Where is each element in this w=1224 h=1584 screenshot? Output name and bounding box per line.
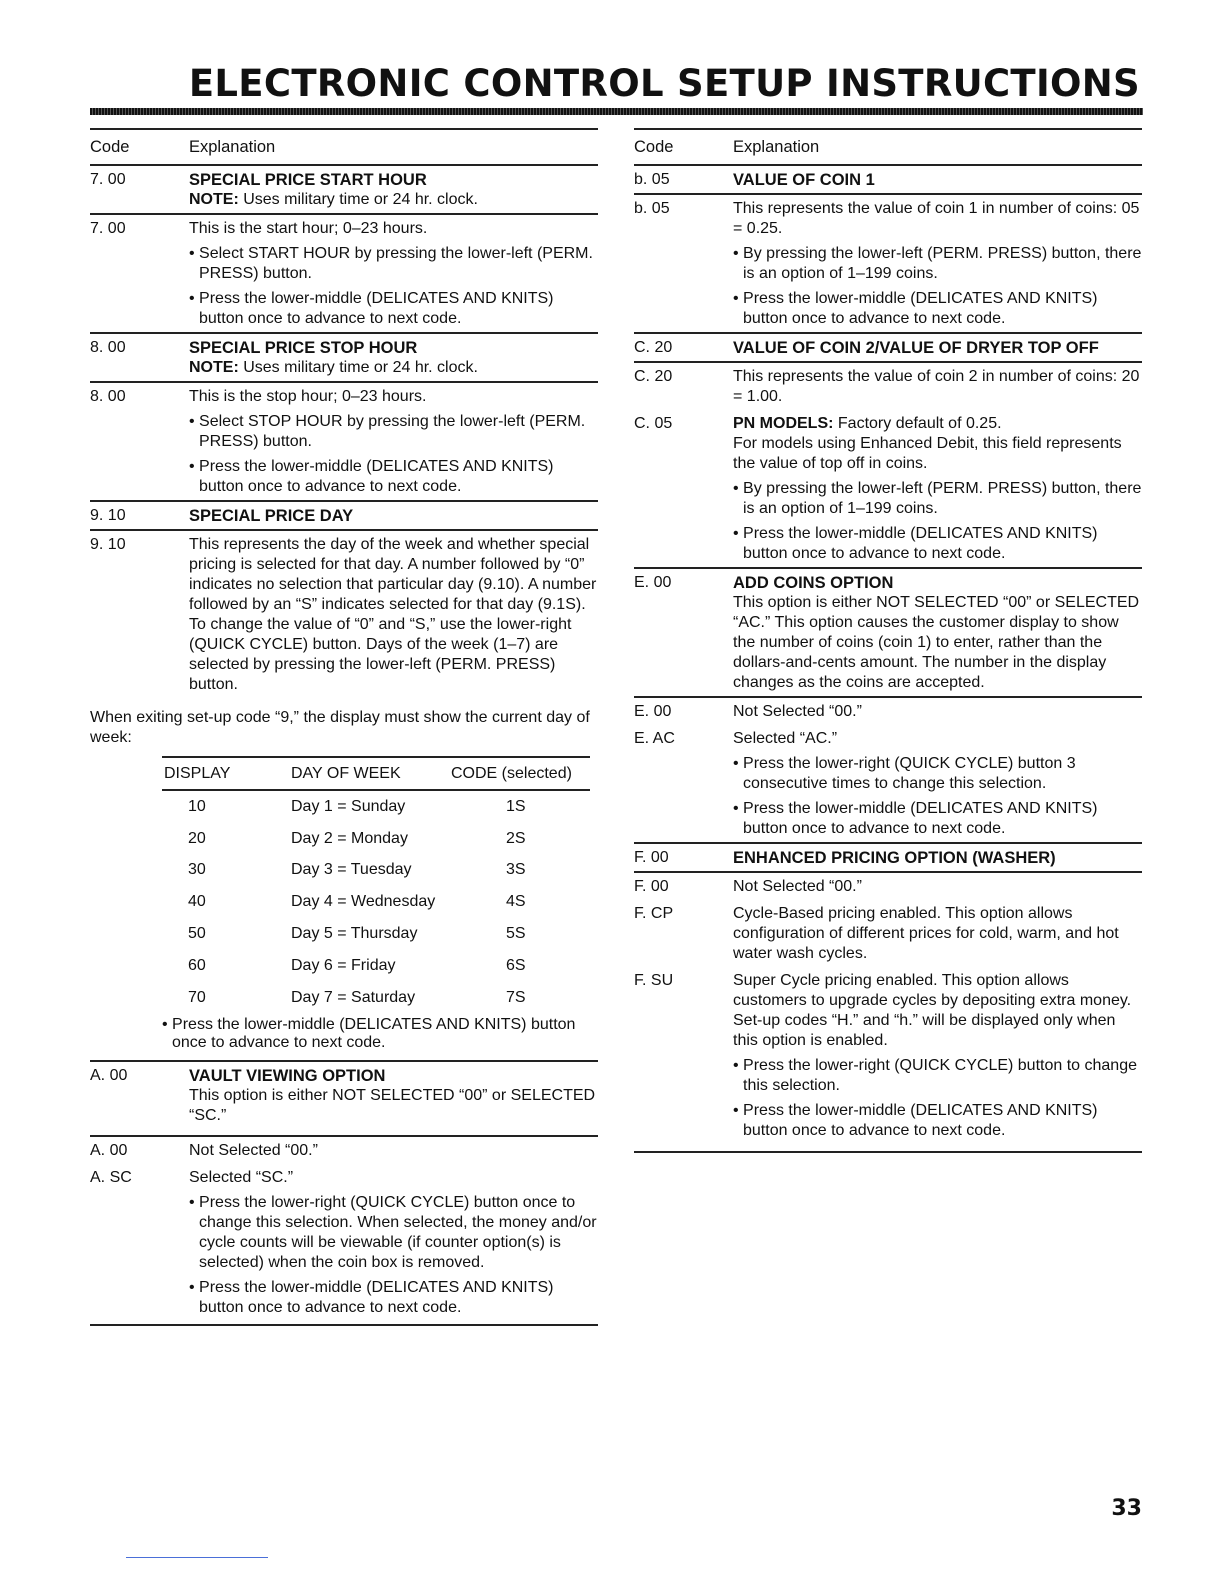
day-cell: Day 4 = Wednesday: [291, 893, 436, 911]
bullet-item: • Press the lower-middle (DELICATES AND KNITS) button once to advance to next code.: [189, 1278, 598, 1318]
table-row: [162, 791, 590, 823]
table-row: [634, 361, 1142, 410]
bullet-item: • Select STOP HOUR by pressing the lower-left (PERM. PRESS) button.: [189, 412, 598, 452]
bullet-item: • By pressing the lower-left (PERM. PRESS) button, there is an option of 1–199 coins.: [733, 244, 1142, 284]
option-text: Super Cycle pricing enabled. This option allows customers to upgrade cycles by depositing extra money. Set-up codes “H.” and “h.” will be displayed only when this option is enabled.: [733, 972, 1132, 1049]
note-label: NOTE:: [189, 191, 239, 208]
section-end-rule: [634, 1151, 1142, 1153]
table-row: [162, 823, 590, 855]
bullet-item: • By pressing the lower-left (PERM. PRESS) button, there is an option of 1–199 coins.: [733, 479, 1142, 519]
table-row: [634, 696, 1142, 725]
table-row: [634, 166, 1142, 193]
page-number: 33: [1111, 1496, 1142, 1521]
table-row: [634, 842, 1142, 871]
display-cell: 50: [188, 925, 206, 943]
note-text: Uses military time or 24 hr. clock.: [238, 359, 478, 376]
display-cell: 20: [188, 829, 206, 847]
day-of-week-table: [162, 756, 590, 1052]
section-header: VALUE OF COIN 1: [733, 171, 875, 189]
section-header: VALUE OF COIN 2/VALUE OF DRYER TOP OFF: [733, 339, 1099, 357]
row-text: This represents the value of coin 1 in number of coins: 05 = 0.25.: [733, 200, 1140, 237]
bullet-item: • Press the lower-middle (DELICATES AND KNITS) button once to advance to next code.: [733, 799, 1142, 839]
explanation-column-header: Explanation: [189, 138, 276, 156]
day-cell: Day 6 = Friday: [291, 956, 396, 974]
code-column-header: Code: [634, 138, 674, 156]
table-row: [90, 332, 598, 381]
day-cell: Day 2 = Monday: [291, 829, 408, 847]
right-column: [634, 128, 1142, 1153]
section-header: ADD COINS OPTION: [733, 574, 894, 592]
option-text: Not Selected “00.”: [733, 703, 862, 720]
section-header: SPECIAL PRICE DAY: [189, 507, 354, 525]
row-code: F. SU: [634, 972, 674, 989]
section-header: ENHANCED PRICING OPTION (WASHER): [733, 849, 1056, 867]
bullet-item: • Press the lower-right (QUICK CYCLE) button 3 consecutive times to change this selection.: [733, 754, 1142, 794]
option-text: Selected “SC.”: [189, 1168, 294, 1186]
row-code: 9. 10: [90, 507, 126, 524]
bullet-item: • Press the lower-right (QUICK CYCLE) button to change this selection.: [733, 1056, 1142, 1096]
section-header: SPECIAL PRICE STOP HOUR: [189, 339, 418, 357]
row-code: 8. 00: [90, 339, 126, 356]
option-text: Selected “AC.”: [733, 730, 838, 747]
row-text: For models using Enhanced Debit, this field represents the value of top off in coins.: [733, 435, 1122, 472]
code-selected-column-header: CODE (selected): [451, 765, 572, 782]
row-code: C. 20: [634, 339, 673, 356]
code-cell: 1S: [506, 797, 526, 815]
row-code: E. AC: [634, 730, 675, 747]
bullet-item: • Press the lower-middle (DELICATES AND KNITS) button once to advance to next code.: [162, 1016, 590, 1052]
row-code: 9. 10: [90, 536, 126, 553]
row-code: C. 05: [634, 415, 673, 432]
option-text: Cycle-Based pricing enabled. This option allows configuration of different prices for cold, warm, and hot water wash cycles.: [733, 905, 1119, 962]
table-header: [634, 128, 1142, 166]
title-rule: [90, 108, 1143, 115]
bullet-item: • Press the lower-middle (DELICATES AND KNITS) button once to advance to next code.: [733, 524, 1142, 564]
row-code: A. SC: [90, 1168, 132, 1186]
row-code: 8. 00: [90, 388, 126, 405]
bullet-item: • Press the lower-middle (DELICATES AND KNITS) button once to advance to next code.: [733, 1101, 1142, 1141]
display-column-header: DISPLAY: [164, 765, 231, 782]
table-row: [634, 900, 1142, 967]
day-table-header: [162, 756, 590, 791]
code-cell: 2S: [506, 829, 526, 847]
code-cell: 4S: [506, 893, 526, 911]
table-row: [634, 871, 1142, 900]
table-header: [90, 128, 598, 166]
row-text: This represents the value of coin 2 in number of coins: 20 = 1.00.: [733, 368, 1140, 405]
table-row: [90, 381, 598, 500]
row-code: A. 00: [90, 1141, 128, 1159]
day-cell: Day 3 = Tuesday: [291, 861, 412, 879]
note-label: NOTE:: [189, 359, 239, 376]
page-title: ELECTRONIC CONTROL SETUP INSTRUCTIONS: [188, 62, 1140, 105]
display-cell: 10: [188, 797, 206, 815]
bullet-item: • Press the lower-middle (DELICATES AND KNITS) button once to advance to next code.: [733, 289, 1142, 329]
table-row: [634, 410, 1142, 567]
section-end-rule: [90, 1324, 598, 1326]
exit-note: When exiting set-up code “9,” the display must show the current day of week:: [90, 709, 590, 746]
table-row: [162, 982, 590, 1014]
table-row: [90, 500, 598, 529]
row-code: E. 00: [634, 574, 672, 591]
explanation-column-header: Explanation: [733, 138, 820, 156]
option-text: Not Selected “00.”: [733, 878, 862, 895]
table-row: [634, 332, 1142, 361]
row-code: F. 00: [634, 849, 669, 866]
section-header: SPECIAL PRICE START HOUR: [189, 171, 427, 189]
day-cell: Day 7 = Saturday: [291, 988, 416, 1006]
section-header: VAULT VIEWING OPTION: [189, 1066, 386, 1085]
row-text: This option is either NOT SELECTED “00” or SELECTED “AC.” This option causes the customer display to show the number of coins (coin 1) to enter, rather than the dollars-and-cents amount. The number in the display changes as the coins are accepted.: [733, 594, 1140, 691]
code-cell: 5S: [506, 925, 526, 943]
table-row: [634, 967, 1142, 1151]
row-code: 7. 00: [90, 220, 126, 237]
left-column: [90, 128, 598, 1326]
code-cell: 7S: [506, 988, 526, 1006]
row-code: F. CP: [634, 905, 674, 922]
day-cell: Day 1 = Sunday: [291, 797, 406, 815]
pn-models-text: Factory default of 0.25.: [833, 415, 1002, 432]
row-code: F. 00: [634, 878, 669, 895]
row-code: b. 05: [634, 200, 670, 217]
row-text: This is the start hour; 0–23 hours.: [189, 220, 428, 237]
table-row: [90, 166, 598, 213]
table-row: [162, 918, 590, 950]
table-row: [162, 886, 590, 918]
table-row: [90, 213, 598, 332]
display-cell: 40: [188, 893, 206, 911]
row-code: C. 20: [634, 368, 673, 385]
code-column-header: Code: [90, 138, 130, 156]
code-cell: 6S: [506, 956, 526, 974]
row-code: b. 05: [634, 171, 670, 188]
row-text: This option is either NOT SELECTED “00” or SELECTED “SC.”: [189, 1086, 596, 1124]
bullet-item: • Press the lower-middle (DELICATES AND KNITS) button once to advance to next code.: [189, 289, 598, 329]
row-code: E. 00: [634, 703, 672, 720]
bullet-item: • Press the lower-middle (DELICATES AND KNITS) button once to advance to next code.: [189, 457, 598, 497]
code-cell: 3S: [506, 861, 526, 879]
display-cell: 70: [188, 988, 206, 1006]
bullet-item: • Select START HOUR by pressing the lower-left (PERM. PRESS) button.: [189, 244, 598, 284]
table-row: [90, 1164, 598, 1324]
display-cell: 60: [188, 956, 206, 974]
row-code: A. 00: [90, 1066, 128, 1084]
bullet-item: • Press the lower-right (QUICK CYCLE) button once to change this selection. When selected, the money and/or cycle counts will be viewable (if counter option(s) is selected) when the coin box is removed.: [189, 1193, 598, 1273]
table-row: [162, 950, 590, 982]
table-row: [634, 725, 1142, 842]
row-code: 7. 00: [90, 171, 126, 188]
day-column-header: DAY OF WEEK: [291, 765, 401, 782]
table-row: [90, 529, 598, 698]
display-cell: 30: [188, 861, 206, 879]
bottom-mark: [126, 1557, 268, 1558]
pn-models-label: PN MODELS:: [733, 415, 834, 432]
row-text: This is the stop hour; 0–23 hours.: [189, 388, 427, 405]
option-text: Not Selected “00.”: [189, 1141, 318, 1159]
table-row: [90, 1060, 598, 1135]
day-cell: Day 5 = Thursday: [291, 925, 418, 943]
note-text: Uses military time or 24 hr. clock.: [238, 191, 478, 208]
table-row: [634, 567, 1142, 696]
table-row: [634, 193, 1142, 332]
table-row: [90, 1135, 598, 1164]
row-text: This represents the day of the week and whether special pricing is selected for that day. A number followed by “0” indicates no selection that particular day (9.10). A number followed by an “S” indicates selected for that day (9.1S). To change the value of “0” and “S,” use the lower-right (QUICK CYCLE) button. Days of the week (1–7) are selected by pressing the lower-left (PERM. PRESS) button.: [189, 536, 597, 693]
table-row: [162, 855, 590, 887]
